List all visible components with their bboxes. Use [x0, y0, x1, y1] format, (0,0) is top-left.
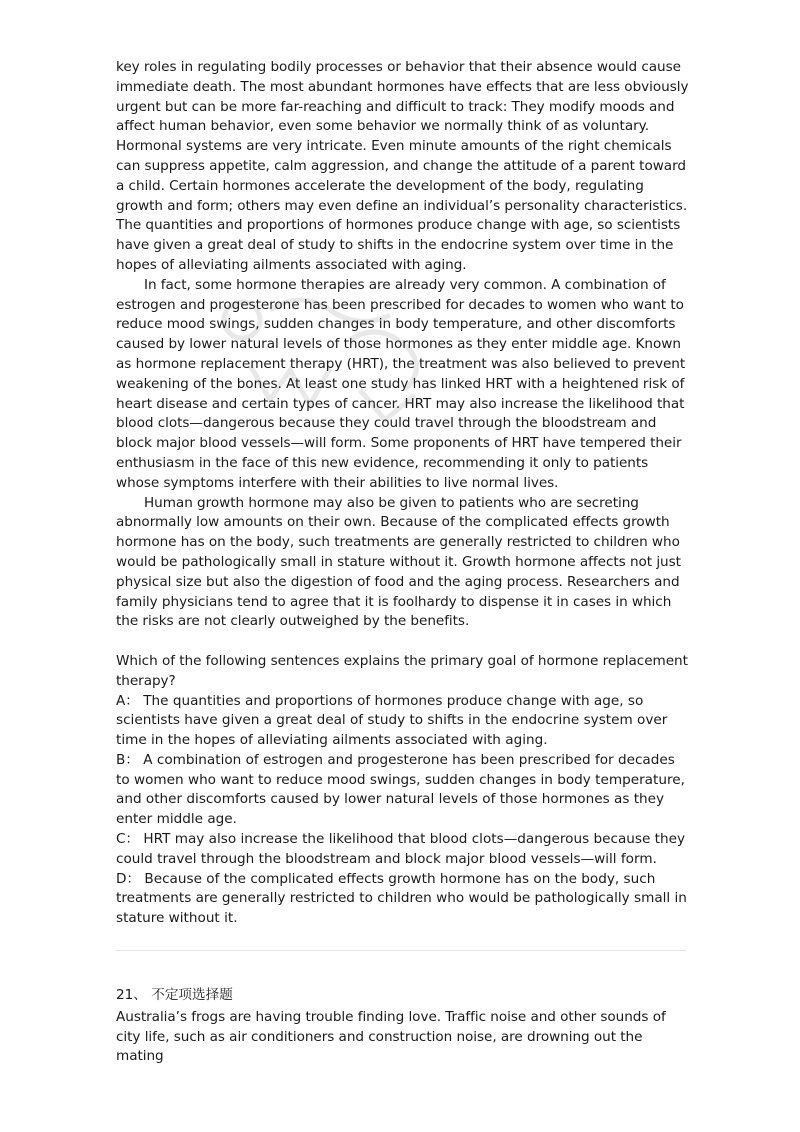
spacer: [116, 632, 690, 652]
option-b-letter: B：: [116, 751, 139, 768]
option-c[interactable]: [116, 830, 690, 870]
option-c-letter: C：: [116, 831, 140, 848]
question-stem: Which of the following sentences explains the primary goal of hormone replacement therapy?: [116, 652, 688, 689]
question-number: 21、: [116, 987, 147, 1003]
option-d-letter: D：: [116, 870, 141, 887]
question-header: [116, 986, 690, 1006]
question-type: 不定项选择题: [151, 987, 233, 1003]
passage-block: [116, 58, 690, 929]
next-question: [116, 986, 690, 1067]
option-a-text: The quantities and proportions of hormones produce change with age, so scientists have given a great deal of study to shifts in the endocrine system over time in the hopes of alleviating ailments associated with aging.: [116, 692, 668, 749]
option-b-text: A combination of estrogen and progesterone has been prescribed for decades to women who want to reduce mood swings, sudden changes in body temperature, and other discomforts caused by lower natural levels of those hormones as they enter middle age.: [116, 751, 685, 828]
option-a-letter: A：: [116, 692, 139, 709]
option-d[interactable]: [116, 870, 690, 929]
passage-paragraph-2: In fact, some hormone therapies are already very common. A combination of estrogen and progesterone has been prescribed for decades to women who want to reduce mood swings, sudden changes in body temperature, and other discomforts caused by lower natural levels of those hormones as they enter middle age. Known as hormone replacement therapy (HRT), the treatment was also believed to prevent weakening of the bones. At least one study has linked HRT with a heightened risk of heart disease and certain types of cancer. HRT may also increase the likelihood that blood clots—dangerous because they could travel through the bloodstream and block major blood vessels—will form. Some proponents of HRT have tempered their enthusiasm in the face of this new evidence, recommending it only to patients whose symptoms interfere with their abilities to live normal lives.: [116, 276, 686, 491]
option-a[interactable]: [116, 692, 690, 751]
passage-paragraph-3: Human growth hormone may also be given to patients who are secreting abnormally low amounts on their own. Because of the complicated effects growth hormone has on the body, such treatments are generally restricted to children who would be pathologically small in stature without it. Growth hormone affects not just physical size but also the digestion of food and the aging process. Researchers and family physicians tend to agree that it is foolhardy to dispense it in cases in which the risks are not clearly outweighed by the benefits.: [116, 494, 681, 630]
option-c-text: HRT may also increase the likelihood that blood clots—dangerous because they could travel through the bloodstream and block major blood vessels—will form.: [116, 831, 686, 867]
passage-paragraph-1: key roles in regulating bodily processes or behavior that their absence would cause immediate death. The most abundant hormones have effects that are less obviously urgent but can be more far-reaching and difficult to track: They modify moods and affect human behavior, even some behavior we normally think of as voluntary. Hormonal systems are very intricate. Even minute amounts of the right chemicals can suppress appetite, calm aggression, and change the attitude of a parent toward a child. Certain hormones accelerate the development of the body, regulating growth and form; others may even define an individual’s personality characteristics. The quantities and proportions of hormones produce change with age, so scientists have given a great deal of study to shifts in the endocrine system over time in the hopes of alleviating ailments associated with aging.: [116, 59, 689, 273]
next-passage-text: Australia’s frogs are having trouble finding love. Traffic noise and other sounds of city life, such as air conditioners and construction noise, are drowning out the mating: [116, 1008, 666, 1065]
option-d-text: Because of the complicated effects growth hormone has on the body, such treatments are generally restricted to children who would be pathologically small in stature without it.: [116, 870, 687, 927]
section-divider: [116, 950, 686, 951]
option-b[interactable]: [116, 751, 690, 830]
